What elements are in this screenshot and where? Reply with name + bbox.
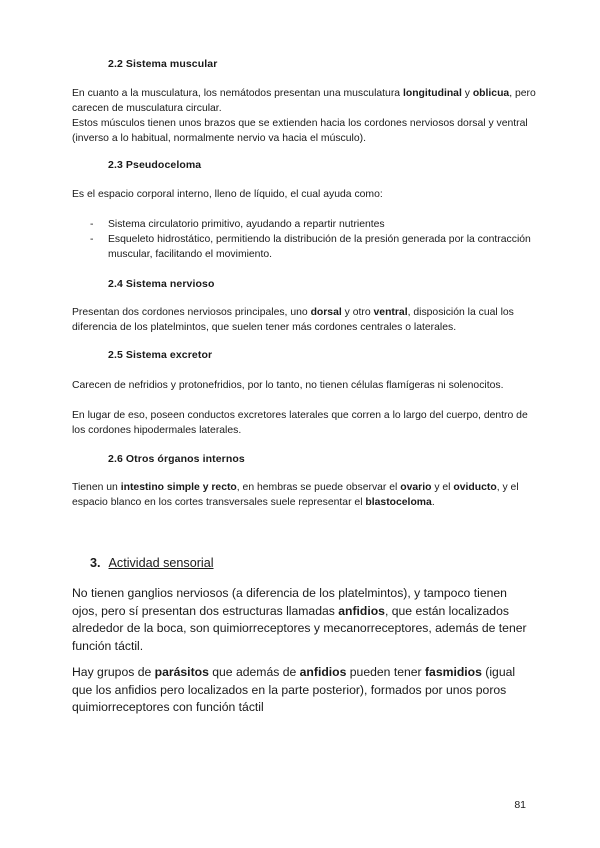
paragraph-fasmidios [72,664,532,717]
text-run: pueden tener [346,665,425,679]
bold-term: dorsal [310,307,342,318]
text-run: . [431,497,435,508]
list-item-text: Esqueleto hidrostático, permitiendo la distribución de la presión generada por la contracción muscular, facilitando el movimiento. [108,234,531,260]
heading-pseudoceloma: 2.3 Pseudoceloma [108,159,202,171]
bold-term: longitudinal [402,88,462,99]
bold-term: anfidios [299,665,347,679]
text-run: , y el espacio blanco en los cortes transversales suele representar el [72,482,519,508]
text-run: y otro [341,307,374,318]
list-item [72,217,542,232]
section-title: Actividad sensorial [108,556,214,570]
paragraph-musculos-brazos: Estos músculos tienen unos brazos que se extienden hacia los cordones nerviosos dorsal y ventral (inverso a lo habitual, normalmente nervio va hacia el músculo). [72,118,528,144]
paragraph-cordones [72,305,542,335]
paragraph-conductos: En lugar de eso, poseen conductos excretores laterales que corren a lo largo del cuerpo, dentro de los cordones hipodermales laterales. [72,410,528,436]
paragraph-organos [72,480,542,510]
list-item [72,232,542,262]
bold-term: fasmidios [425,665,482,679]
heading-sistema-nervioso: 2.4 Sistema nervioso [108,278,215,290]
bold-term: intestino simple y recto [120,482,237,493]
heading-sistema-excretor: 2.5 Sistema excretor [108,349,213,361]
paragraph-pseudoceloma-intro: Es el espacio corporal interno, lleno de líquido, el cual ayuda como: [72,189,383,200]
pseudoceloma-list [72,217,542,262]
text-run: (igual que los anfidios pero localizados en la parte posterior), formados por unos poros quimiorreceptores con función táctil [72,665,516,714]
text-run: , que están localizados alrededor de la boca, son quimiorreceptores y mecanorreceptores, además de tener función táctil. [72,603,527,653]
bold-term: parásitos [154,665,209,679]
page-number: 81 [514,799,526,811]
text-run: y [461,88,473,99]
list-dash: - [90,234,94,245]
bold-term: oviducto [453,482,497,493]
list-item-text: Sistema circulatorio primitivo, ayudando a repartir nutrientes [108,219,385,230]
text-run: No tienen ganglios nerviosos (a diferencia de los platelmintos), y tampoco tienen ojos, pero sí presentan dos estructuras llamadas [72,586,507,618]
heading-otros-organos: 2.6 Otros órganos internos [108,453,245,465]
bold-term: ventral [373,307,408,318]
heading-actividad-sensorial [90,556,214,570]
text-run: , disposición la cual los diferencia de los platelmintos, que suelen tener más cordones centrales o laterales. [72,307,514,333]
section-number: 3. [90,556,101,570]
text-run: Tienen un [72,482,121,493]
heading-sistema-muscular: 2.2 Sistema muscular [108,58,218,70]
text-run: , pero carecen de musculatura circular. [72,88,536,114]
list-dash: - [90,219,94,230]
text-run: Presentan dos cordones nerviosos principales, uno [72,307,311,318]
paragraph-musculatura [72,86,542,116]
bold-term: oblicua [472,88,510,99]
bold-term: ovario [400,482,432,493]
bold-term: anfidios [338,603,385,618]
text-run: y el [431,482,454,493]
text-run: Hay grupos de [72,665,155,679]
text-run: que además de [208,665,300,679]
text-run: , en hembras se puede observar el [236,482,401,493]
text-run: En cuanto a la musculatura, los nemátodos presentan una musculatura [72,88,403,99]
paragraph-anfidios [72,585,532,655]
bold-term: blastoceloma [365,497,432,508]
paragraph-nefridios: Carecen de nefridios y protonefridios, por lo tanto, no tienen células flamígeras ni solenocitos. [72,380,504,391]
